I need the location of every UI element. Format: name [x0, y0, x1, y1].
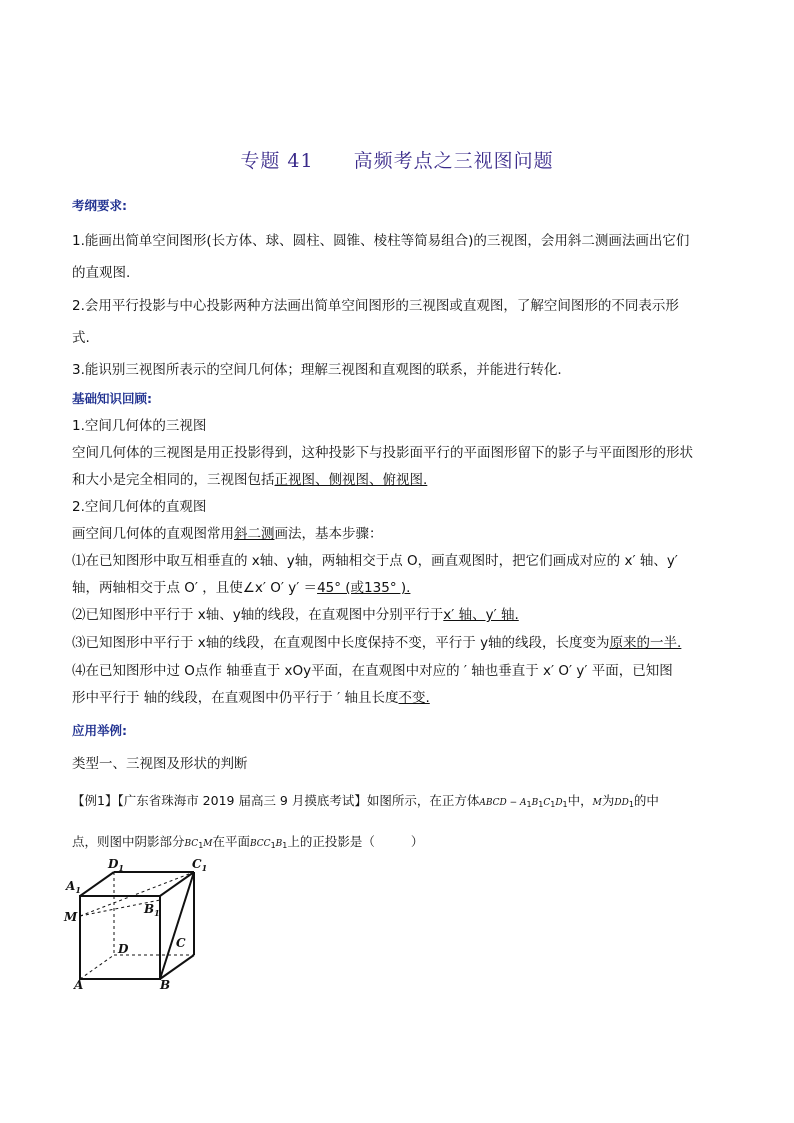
example-1-line-1: 【例1】【广东省珠海市 2019 届高三 9 月摸底考试】如图所示，在正方体ABCD − $A_1B_1C_1D_1$中，M为$DD_1$的中 — [72, 793, 659, 809]
step-4-line-1: ⑷在已知图形中过 O点作 轴垂直于 xOy平面，在直观图中对应的 ′ 轴也垂直于 x′ O′ y′ 平面，已知图 — [72, 663, 673, 679]
type-1-heading: 类型一、三视图及形状的判断 — [72, 756, 248, 772]
visible-edges — [80, 872, 194, 979]
label-M: M — [64, 910, 78, 924]
label-D1: $D_1$ — [108, 857, 124, 873]
page-title: 专题 41 高频考点之三视图问题 — [240, 150, 554, 172]
requirement-1-line-2: 的直观图. — [72, 265, 131, 281]
step-1-line-2: 轴，两轴相交于点 O′ ，且使∠x′ O′ y′ ＝45° (或135° ). — [72, 580, 411, 596]
label-B1: $B_1$ — [144, 902, 160, 918]
step-1-line-1: ⑴在已知图形中取互相垂直的 x轴、y轴，两轴相交于点 O，画直观图时，把它们画成对应的 x′ 轴、y′ — [72, 553, 678, 569]
label-D: D — [118, 942, 129, 956]
requirement-2-line-2: 式. — [72, 330, 90, 346]
basic-1-heading: 1.空间几何体的三视图 — [72, 418, 207, 434]
section-application-examples: 应用举例: — [72, 723, 127, 738]
section-basic-knowledge: 基础知识回顾: — [72, 391, 152, 406]
basic-1-line-2: 和大小是完全相同的，三视图包括正视图、侧视图、俯视图. — [72, 472, 428, 488]
cube-figure — [60, 855, 230, 995]
label-A1: $A_1$ — [66, 879, 81, 895]
requirement-2-line-1: 2.会用平行投影与中心投影两种方法画出简单空间图形的三视图或直观图，了解空间图形的不同表示形 — [72, 298, 679, 314]
requirement-1-line-1: 1.能画出简单空间图形(长方体、球、圆柱、圆锥、棱柱等简易组合)的三视图，会用斜二测画法画出它们 — [72, 233, 690, 249]
section-exam-requirements: 考纲要求: — [72, 198, 127, 213]
basic-2-intro: 画空间几何体的直观图常用斜二测画法，基本步骤： — [72, 526, 383, 542]
basic-2-heading: 2.空间几何体的直观图 — [72, 499, 207, 515]
example-1-line-2: 点，则图中阴影部分$BC_1M$在平面$BCC_1B_1$上的正投影是（ ） — [72, 834, 424, 850]
basic-1-line-1: 空间几何体的三视图是用正投影得到，这种投影下与投影面平行的平面图形留下的影子与平面图形的形状 — [72, 445, 693, 461]
label-B: B — [160, 978, 171, 992]
label-C1: $C_1$ — [192, 857, 208, 873]
requirement-3: 3.能识别三视图所表示的空间几何体；理解三视图和直观图的联系，并能进行转化. — [72, 362, 562, 378]
step-4-line-2: 形中平行于 轴的线段，在直观图中仍平行于 ′ 轴且长度不变. — [72, 690, 430, 706]
label-C: C — [176, 936, 186, 950]
step-2: ⑵已知图形中平行于 x轴、y轴的线段，在直观图中分别平行于x′ 轴、y′ 轴. — [72, 607, 519, 623]
step-3: ⑶已知图形中平行于 x轴的线段，在直观图中长度保持不变，平行于 y轴的线段，长度变为原来的一半. — [72, 635, 682, 651]
label-A: A — [74, 978, 84, 992]
